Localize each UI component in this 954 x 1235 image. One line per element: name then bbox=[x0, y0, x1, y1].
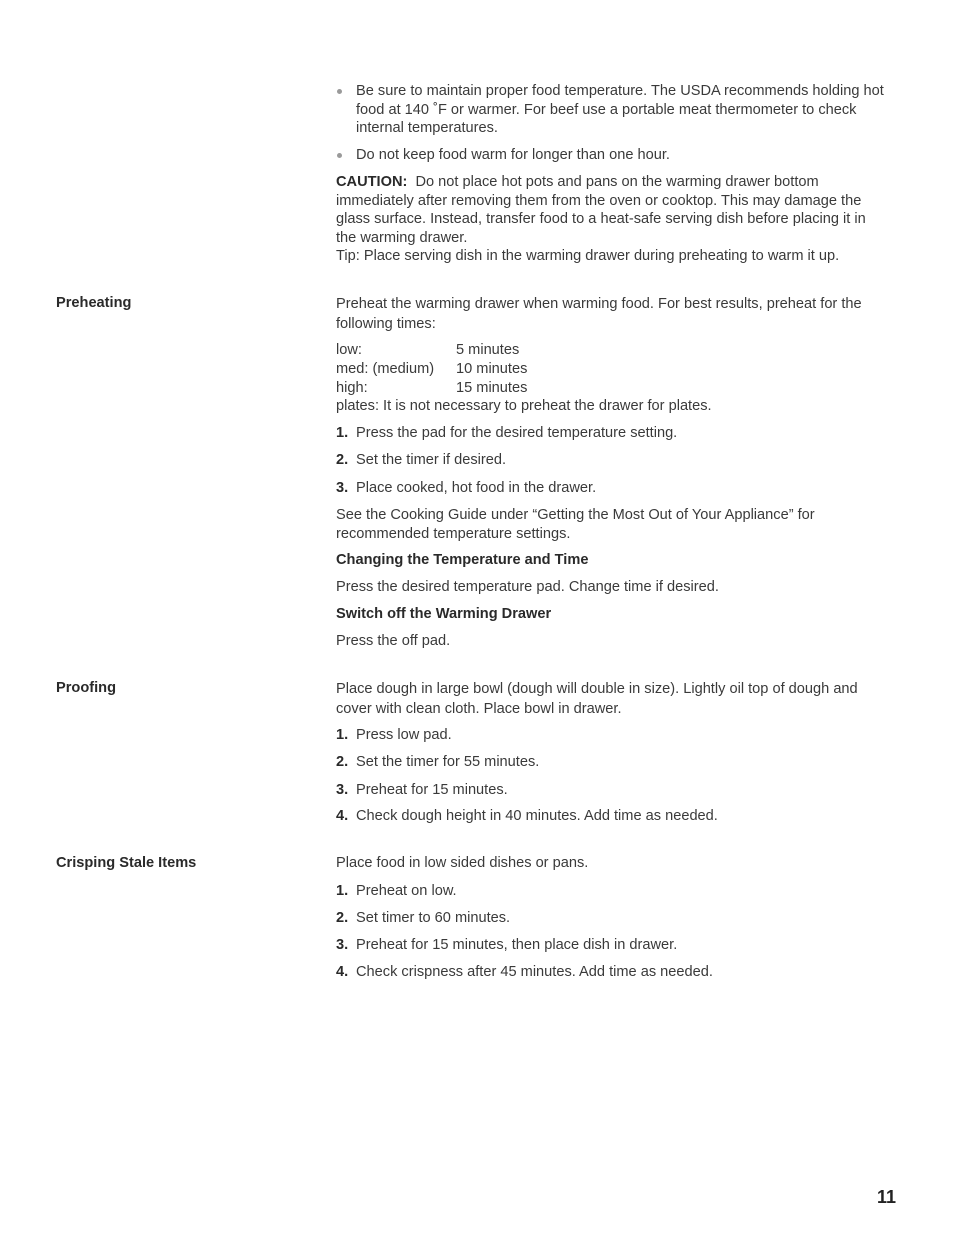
step-text: Place cooked, hot food in the drawer. bbox=[356, 480, 597, 496]
step-number: 3. bbox=[336, 480, 349, 496]
time-setting: high: bbox=[336, 380, 368, 396]
preheating-intro: Preheat the warming drawer when warming food. For best results, preheat for the following times: bbox=[336, 296, 862, 332]
guide-note: See the Cooking Guide under “Getting the Most Out of Your Appliance” for recommended temperature settings. bbox=[336, 507, 815, 542]
change-text: Press the desired temperature pad. Change time if desired. bbox=[336, 579, 719, 595]
plates-note: plates: It is not necessary to preheat the drawer for plates. bbox=[336, 398, 712, 414]
section-heading-preheating: Preheating bbox=[56, 295, 132, 311]
section-heading-proofing: Proofing bbox=[56, 680, 116, 696]
list-item bbox=[336, 936, 884, 955]
time-value: 10 minutes bbox=[456, 361, 528, 377]
crisping-intro: Place food in low sided dishes or pans. bbox=[336, 855, 589, 871]
page-number: 11 bbox=[876, 1187, 896, 1207]
list-item bbox=[336, 479, 884, 498]
step-text: Set the timer if desired. bbox=[356, 452, 507, 468]
step-text: Preheat on low. bbox=[356, 883, 457, 899]
bullet-icon bbox=[337, 153, 342, 158]
time-row bbox=[336, 360, 636, 379]
list-item bbox=[336, 451, 884, 470]
step-text: Press the pad for the desired temperature setting. bbox=[356, 425, 678, 441]
step-number: 2. bbox=[336, 452, 349, 468]
list-item bbox=[336, 963, 884, 982]
step-text: Check dough height in 40 minutes. Add time as needed. bbox=[356, 808, 718, 824]
time-setting: med: (medium) bbox=[336, 361, 435, 377]
time-row bbox=[336, 379, 636, 398]
time-value: 5 minutes bbox=[456, 342, 520, 358]
time-setting: low: bbox=[336, 342, 362, 358]
time-value: 15 minutes bbox=[456, 380, 528, 396]
subheading-off: Switch off the Warming Drawer bbox=[336, 606, 552, 622]
step-number: 4. bbox=[336, 964, 349, 980]
step-number: 1. bbox=[336, 425, 349, 441]
list-item bbox=[336, 781, 884, 800]
bullet-icon bbox=[337, 89, 342, 94]
list-item bbox=[336, 146, 884, 165]
tip-text: Tip: Place serving dish in the warming drawer during preheating to warm it up. bbox=[336, 248, 840, 265]
step-number: 1. bbox=[336, 883, 349, 899]
off-text: Press the off pad. bbox=[336, 633, 451, 649]
step-text: Set timer to 60 minutes. bbox=[356, 910, 511, 926]
step-number: 3. bbox=[336, 937, 349, 953]
list-item bbox=[336, 807, 884, 826]
step-number: 4. bbox=[336, 808, 349, 824]
caution-label: CAUTION: bbox=[336, 174, 408, 190]
list-item bbox=[336, 753, 884, 772]
time-row bbox=[336, 341, 636, 360]
list-item bbox=[336, 726, 884, 745]
step-number: 2. bbox=[336, 910, 349, 926]
step-text: Set the timer for 55 minutes. bbox=[356, 754, 540, 770]
bullet-text: Be sure to maintain proper food temperature. The USDA recommends holding hot food at 140 ˚F or warmer. For beef use a portable meat thermometer to check internal temperatures. bbox=[356, 83, 884, 137]
list-item bbox=[336, 82, 884, 138]
caution-block bbox=[336, 173, 884, 266]
step-text: Preheat for 15 minutes, then place dish in drawer. bbox=[356, 937, 678, 953]
step-text: Press low pad. bbox=[356, 727, 452, 743]
caution-text: Do not place hot pots and pans on the warming drawer bottom immediately after removing them from the oven or cooktop. This may damage the glass surface. Instead, transfer food to a heat-safe serving dish before placing it in the warming drawer. bbox=[336, 174, 866, 246]
list-item bbox=[336, 882, 884, 901]
step-number: 3. bbox=[336, 782, 349, 798]
bullet-text: Do not keep food warm for longer than one hour. bbox=[356, 147, 670, 163]
step-text: Check crispness after 45 minutes. Add time as needed. bbox=[356, 964, 713, 980]
list-item bbox=[336, 909, 884, 928]
step-text: Preheat for 15 minutes. bbox=[356, 782, 508, 798]
list-item bbox=[336, 424, 884, 443]
section-heading-crisping: Crisping Stale Items bbox=[56, 855, 197, 871]
step-number: 1. bbox=[336, 727, 349, 743]
step-number: 2. bbox=[336, 754, 349, 770]
subheading-change: Changing the Temperature and Time bbox=[336, 552, 589, 568]
proofing-intro: Place dough in large bowl (dough will double in size). Lightly oil top of dough and cover with clean cloth. Place bowl in drawer. bbox=[336, 681, 858, 717]
